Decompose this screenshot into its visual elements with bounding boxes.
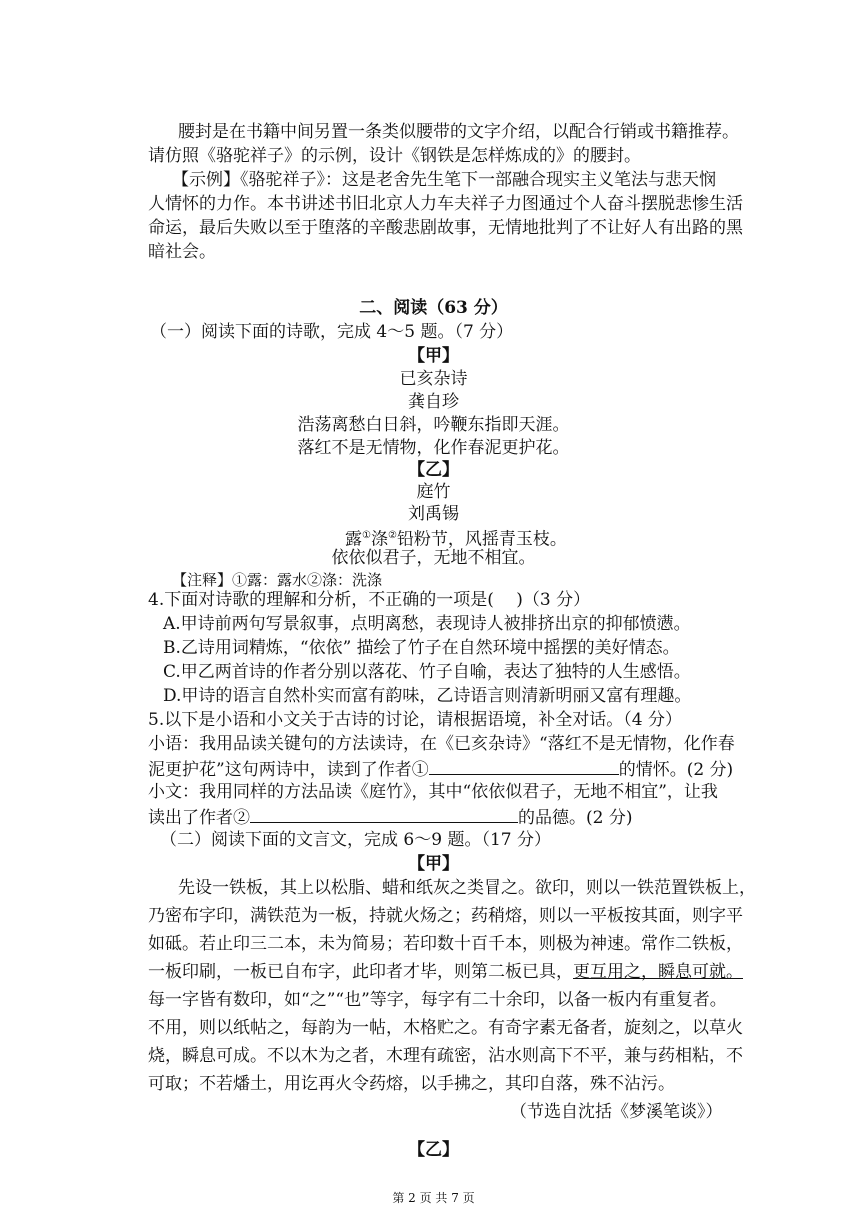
note-marker-2: ② — [387, 530, 397, 541]
question-4-option-b: B.乙诗用词精炼，“依依” 描绘了竹子在自然环境中摇摆的美好情态。 — [163, 638, 680, 658]
question-5-line-2-text: 泥更护花”这句两诗中，读到了作者① — [148, 760, 429, 780]
question-5-line-2 — [148, 756, 733, 782]
answer-blank-1[interactable] — [429, 756, 619, 775]
poem-b-author: 刘禹锡 — [408, 504, 459, 524]
passage-line-3: 如砥。若止印三二本，未为简易；若印数十百千本，则极为神速。常作二铁板， — [148, 934, 743, 954]
question-4-option-a: A.甲诗前两句写景叙事，点明离愁，表现诗人被排挤出京的抑郁愤懑。 — [163, 614, 691, 634]
page-footer: 第 2 页 共 7 页 — [392, 1191, 475, 1205]
question-5-line-4-suffix: 的品德。(2 分) — [518, 808, 633, 828]
intro-line-2: 请仿照《骆驼祥子》的示例，设计《钢铁是怎样炼成的》的腰封。 — [148, 146, 641, 166]
poem-a-author: 龚自珍 — [408, 392, 459, 412]
question-4-option-d: D.甲诗的语言自然朴实而富有韵味，乙诗语言则清新明丽又富有理趣。 — [163, 686, 692, 706]
question-4-stem: 4.下面对诗歌的理解和分析，不正确的一项是( )（3 分） — [148, 590, 591, 610]
underlined-sentence: 更互用之，瞬息可就。 — [573, 962, 743, 982]
passage-b-tag: 【乙】 — [408, 1140, 459, 1160]
poem-b-tag: 【乙】 — [408, 460, 459, 480]
passage-source: （节选自沈括《梦溪笔谈》） — [510, 1102, 723, 1122]
answer-blank-2[interactable] — [250, 804, 518, 823]
poem-b-line-2: 依依似君子，无地不相宜。 — [331, 548, 536, 568]
poem-b-line-1-part-a: 露 — [345, 529, 362, 550]
question-5-stem: 5.以下是小语和小文关于古诗的讨论，请根据语境，补全对话。（4 分） — [148, 710, 682, 730]
passage-line-6: 不用，则以纸帖之，每韵为一帖，木格贮之。有奇字素无备者，旋刻之，以草火 — [148, 1018, 743, 1038]
passage-line-4 — [148, 960, 743, 984]
poem-b-title: 庭竹 — [416, 482, 451, 502]
question-5-line-3: 小文：我用同样的方法品读《庭竹》，其中“依依似君子，无地不相宜”，让我 — [148, 782, 718, 802]
poem-b-line-1-part-b: 涤 — [370, 529, 388, 550]
passage-line-1: 先设一铁板，其上以松脂、蜡和纸灰之类冒之。欲印，则以一铁范置铁板上， — [178, 878, 756, 898]
poem-a-line-1: 浩荡离愁白日斜，吟鞭东指即天涯。 — [297, 415, 570, 435]
passage-line-4-text: 一板印刷，一板已自布字，此印者才毕，则第二板已具， — [148, 962, 573, 982]
question-5-line-2-suffix: 的情怀。(2 分) — [618, 760, 734, 780]
passage-line-7: 烧，瞬息可成。不以木为之者，木理有疏密，沾水则高下不平，兼与药相粘，不 — [148, 1046, 743, 1066]
intro-example-line-3: 命运，最后失败以至于堕落的辛酸悲剧故事，无情地批判了不让好人有出路的黑 — [148, 218, 743, 238]
question-5-line-4-text: 读出了作者② — [148, 808, 250, 828]
intro-example-line-1: 【示例】《骆驼祥子》：这是老舍先生笔下一部融合现实主义笔法与悲天悯 — [172, 170, 716, 190]
question-4-option-c: C.甲乙两首诗的作者分别以落花、竹子自喻，表达了独特的人生感悟。 — [163, 662, 691, 682]
passage-line-8: 可取；不若燔土，用讫再火令药熔，以手拂之，其印自落，殊不沾污。 — [148, 1074, 675, 1094]
poem-b-line-1-part-c: 铅粉节，风摇青玉枝。 — [396, 529, 567, 550]
intro-example-line-2: 人情怀的力作。本书讲述书旧北京人力车夫祥子力图通过个人奋斗摆脱悲惨生活 — [148, 194, 743, 214]
intro-line-1: 腰封是在书籍中间另置一条类似腰带的文字介绍，以配合行销或书籍推荐。 — [178, 122, 739, 142]
subsection-1-heading: （一）阅读下面的诗歌，完成 4～5 题。（7 分） — [150, 322, 514, 342]
question-5-line-4 — [148, 804, 632, 830]
question-5-line-1: 小语：我用品读关键句的方法读诗，在《已亥杂诗》“落红不是无情物，化作春 — [148, 734, 735, 754]
passage-a-tag: 【甲】 — [408, 854, 459, 874]
poem-a-line-2: 落红不是无情物，化作春泥更护花。 — [297, 438, 570, 458]
note-marker-1: ① — [362, 530, 371, 541]
annotation-notes: 【注释】①露：露水②涤：洗涤 — [172, 571, 383, 589]
passage-line-2: 乃密布字印，满铁范为一板，持就火炀之；药稍熔，则以一平板按其面，则字平 — [148, 906, 743, 926]
section-title: 二、阅读（63 分） — [359, 298, 508, 318]
passage-line-5: 每一字皆有数印，如“之”“也”等字，每字有二十余印，以备一板内有重复者。 — [148, 990, 727, 1010]
intro-example-line-4: 暗社会。 — [148, 242, 216, 262]
poem-a-title: 已亥杂诗 — [399, 369, 468, 389]
subsection-2-heading: （二）阅读下面的文言文，完成 6～9 题。（17 分） — [160, 830, 551, 850]
poem-a-tag: 【甲】 — [408, 346, 459, 366]
